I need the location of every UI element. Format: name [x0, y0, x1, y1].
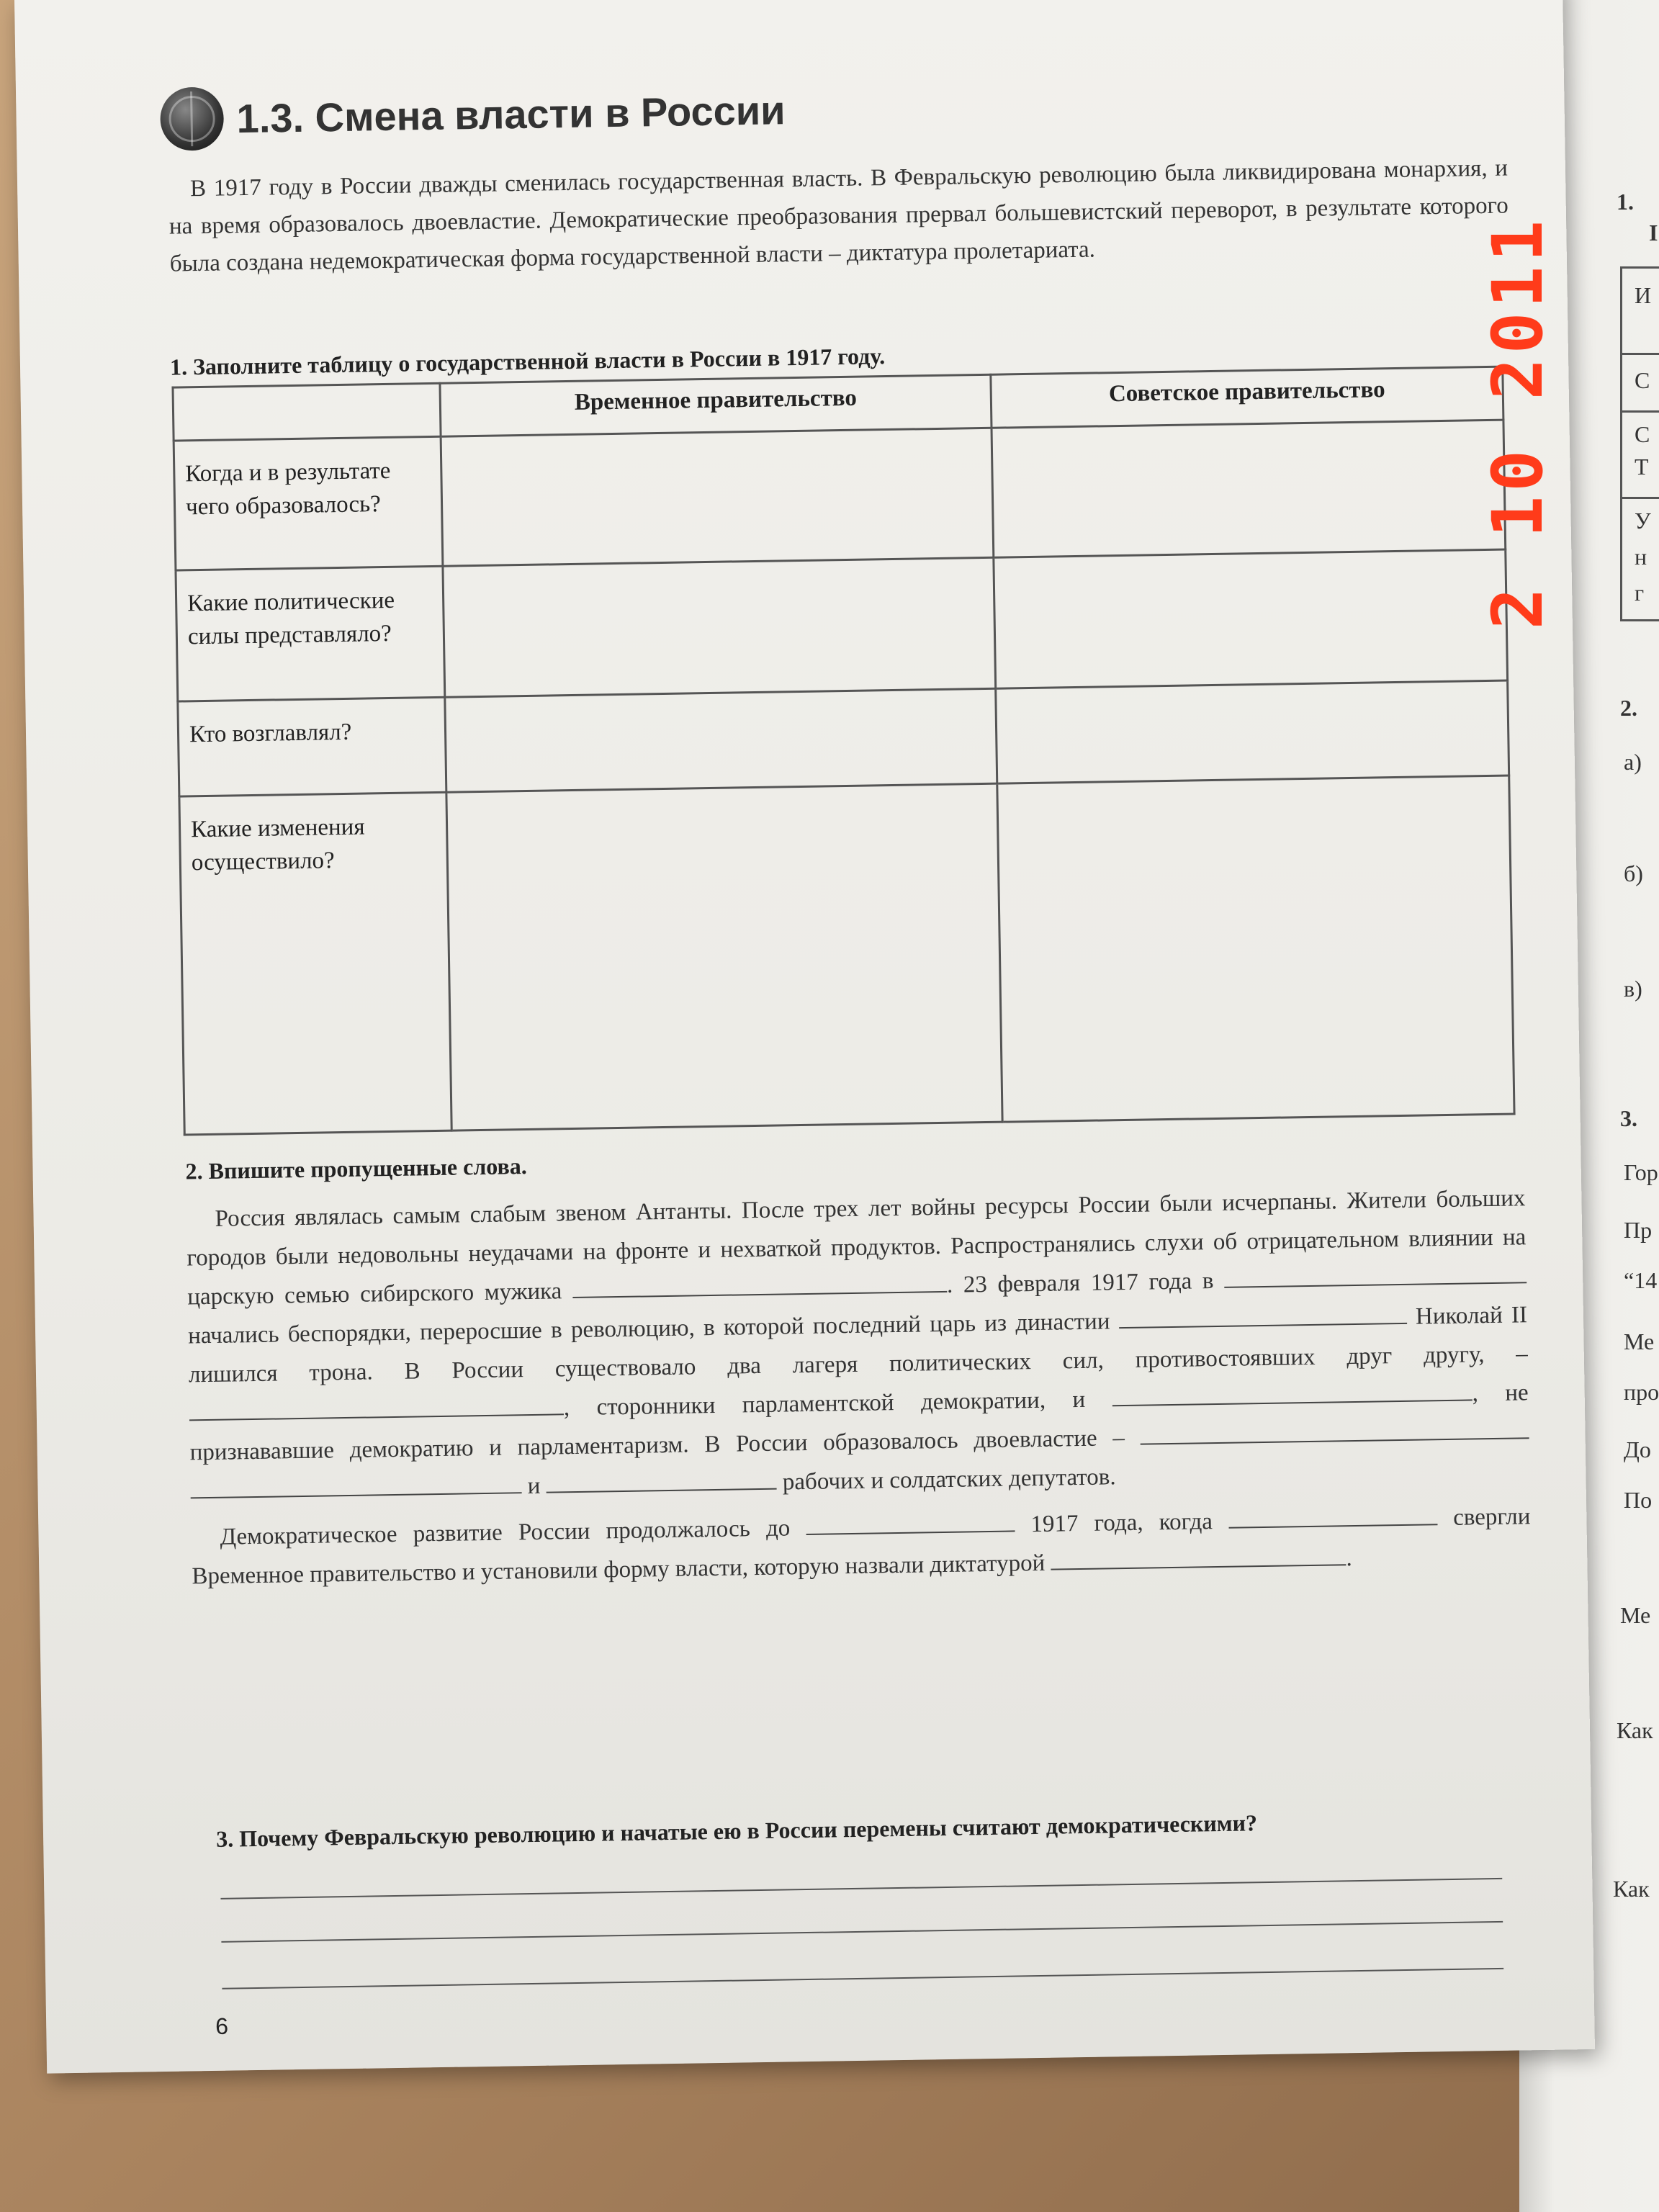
- task3-title: 3. Почему Февральскую революцию и начатые ею в России перемены считают демократическими?: [215, 1809, 1258, 1852]
- right-task2: 2.: [1620, 695, 1637, 721]
- right-task3: 3.: [1620, 1105, 1637, 1131]
- fill-paragraph-1: [186, 1179, 1530, 1511]
- row-label-changes: Какие изменения осуществило?: [179, 792, 451, 1135]
- right-item-a: а): [1624, 749, 1642, 775]
- answer-line[interactable]: [222, 1968, 1503, 1990]
- right-cell: У: [1635, 508, 1651, 534]
- text-fragment: Демократическое развитие России продолжалось до: [220, 1515, 791, 1550]
- table-corner-cell: [173, 383, 441, 441]
- answer-cell[interactable]: [445, 688, 997, 792]
- right-table-line: [1620, 619, 1659, 621]
- globe-icon: [160, 86, 224, 150]
- row-label-leader: Кто возглавлял?: [178, 697, 446, 796]
- right-word: “14: [1624, 1267, 1658, 1293]
- text-fragment: Николай II лишился трона. В России существовало два лагеря политических сил, противостоявших друг другу, –: [188, 1302, 1529, 1388]
- answer-cell[interactable]: [996, 680, 1509, 783]
- blank-field[interactable]: [806, 1506, 1015, 1535]
- right-word: Как: [1617, 1717, 1653, 1743]
- power-table: [171, 366, 1515, 1136]
- intro-paragraph: В 1917 году в России дважды сменилась государственная власть. В Февральскую революцию была ликвидирована монархия, и на время образовалось двоевластие. Демократические преобразования прервал большевистский переворот, в результате которого была создана недемократическая форма государственной власти – диктатура пролетариата.: [168, 155, 1509, 277]
- row-label-formation: Когда и в результате чего образовалось?: [174, 436, 443, 570]
- blank-field[interactable]: [1140, 1413, 1529, 1444]
- right-cell: г: [1635, 580, 1645, 606]
- right-task1b: I: [1649, 220, 1658, 246]
- right-word: До: [1624, 1437, 1651, 1462]
- page-number: 6: [215, 2013, 229, 2039]
- blank-field[interactable]: [1112, 1375, 1473, 1406]
- answer-line[interactable]: [221, 1921, 1503, 1943]
- task2-title: 2. Впишите пропущенные слова.: [185, 1153, 527, 1184]
- blank-field[interactable]: [1118, 1298, 1407, 1328]
- section-header: [160, 78, 786, 151]
- text-fragment: свергли Временное правительство и установили форму власти, которую назвали диктатурой: [192, 1503, 1531, 1590]
- text-fragment: и: [527, 1473, 541, 1500]
- answer-cell[interactable]: [994, 549, 1508, 688]
- blank-field[interactable]: [190, 1467, 522, 1498]
- right-word: про: [1624, 1379, 1659, 1405]
- text-fragment: рабочих и солдатских депутатов.: [782, 1464, 1116, 1496]
- fill-in-text: [186, 1179, 1531, 1596]
- fill-paragraph-2: [191, 1497, 1531, 1596]
- right-word: Пр: [1624, 1217, 1653, 1243]
- workbook-page: [14, 0, 1595, 2074]
- right-word: Ме: [1620, 1602, 1651, 1628]
- text-fragment: . 23 февраля 1917 года в: [946, 1268, 1214, 1298]
- right-table-line: [1620, 497, 1659, 499]
- blank-field[interactable]: [1228, 1499, 1438, 1529]
- section-title: 1.3. Смена власти в России: [236, 86, 786, 141]
- blank-field[interactable]: [546, 1464, 777, 1493]
- right-word: Гор: [1624, 1159, 1658, 1185]
- answer-cell[interactable]: [443, 557, 996, 697]
- right-cell: С: [1635, 367, 1650, 393]
- right-table-line: [1620, 353, 1659, 355]
- date-stamp: 2 10 2011: [1478, 216, 1558, 630]
- answer-line[interactable]: [220, 1878, 1502, 1899]
- column-provisional-government: Временное правительство: [440, 374, 992, 436]
- right-word: Ме: [1624, 1328, 1655, 1354]
- text-fragment: Россия являлась самым слабым звеном Антанты. После трех лет войны ресурсы России были исчерпаны. Жители больших городов были недовольны неудачами на фронте и нехваткой продуктов. Распространялись слухи об отрицательном влиянии на царскую семью сибирского мужика: [186, 1185, 1527, 1310]
- text-fragment: , сторонники парламентской демократии, и: [563, 1386, 1086, 1421]
- column-soviet-government: Советское правительство: [991, 367, 1503, 428]
- right-word: По: [1624, 1487, 1653, 1513]
- right-cell: С: [1635, 421, 1650, 447]
- answer-cell[interactable]: [441, 428, 994, 566]
- answer-cell[interactable]: [997, 775, 1514, 1122]
- answer-cell[interactable]: [446, 783, 1002, 1130]
- text-fragment: .: [1346, 1545, 1352, 1572]
- right-cell: И: [1635, 282, 1652, 308]
- right-table-line: [1620, 410, 1659, 413]
- right-item-v: в): [1624, 976, 1642, 1002]
- row-label-political-forces: Какие политические силы представляло?: [176, 566, 445, 701]
- task1-title: 1. Заполните таблицу о государственной власти в России в 1917 году.: [169, 343, 886, 380]
- right-cell: н: [1635, 544, 1647, 570]
- right-task1: 1.: [1617, 189, 1634, 215]
- answer-cell[interactable]: [992, 420, 1506, 557]
- text-fragment: начались беспорядки, переросшие в революцию, в которой последний царь из династии: [187, 1308, 1110, 1349]
- blank-field[interactable]: [572, 1267, 948, 1298]
- right-word: Как: [1613, 1876, 1650, 1902]
- right-cell: Т: [1635, 454, 1649, 480]
- text-fragment: 1917 года, когда: [1030, 1509, 1213, 1538]
- blank-field[interactable]: [189, 1389, 564, 1421]
- right-item-b: б): [1624, 860, 1643, 886]
- blank-field[interactable]: [1051, 1539, 1346, 1570]
- blank-field[interactable]: [1224, 1257, 1527, 1288]
- text-fragment: , не признававшие демократию и парламентаризм. В России образовалось двоевластие –: [189, 1380, 1529, 1466]
